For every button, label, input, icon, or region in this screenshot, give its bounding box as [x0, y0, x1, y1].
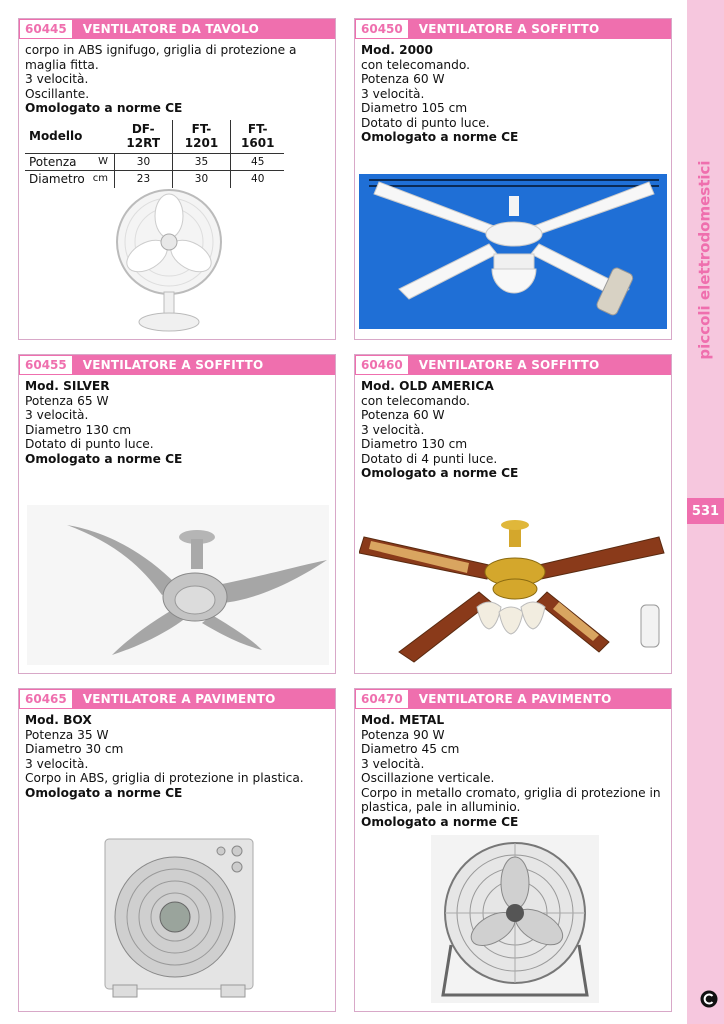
product-code: 60450: [355, 19, 409, 39]
table-header: FT-1201: [172, 120, 230, 154]
desc-line: 3 velocità.: [361, 422, 425, 437]
card-header: [19, 19, 335, 39]
product-title: VENTILATORE A SOFFITTO: [82, 358, 264, 372]
product-card-60455: [18, 354, 336, 674]
metal-floor-fan-image: [431, 835, 599, 1003]
card-header: [355, 19, 671, 39]
ceiling-fan-wood-image: [359, 517, 667, 667]
desc-line: Oscillazione verticale.: [361, 771, 495, 785]
desc-line: 3 velocità.: [25, 408, 89, 422]
desc-line: con telecomando.: [361, 57, 470, 72]
table-header: FT-1601: [230, 120, 284, 154]
desc-line: Diametro 45 cm: [361, 742, 460, 756]
ce-certification: Omologato a norme CE: [361, 466, 519, 480]
model-name: Mod. SILVER: [25, 379, 110, 393]
row-label: Potenza: [25, 153, 89, 171]
desc-line: Potenza 35 W: [25, 727, 109, 742]
brand-logo-icon: [700, 990, 718, 1008]
desc-line: 3 velocità.: [361, 86, 425, 101]
table-header-model: Modello: [25, 120, 114, 154]
row-label: Diametro: [29, 172, 85, 186]
product-card-60450: [354, 18, 672, 340]
product-title: VENTILATORE A PAVIMENTO: [82, 692, 276, 706]
ce-certification: Omologato a norme CE: [25, 101, 183, 115]
row-unit: W: [89, 153, 115, 171]
desc-line: con telecomando.: [361, 393, 470, 408]
product-card-60465: [18, 688, 336, 1012]
model-name: Mod. METAL: [361, 713, 445, 727]
ce-certification: Omologato a norme CE: [361, 814, 519, 829]
table-cell: 30: [114, 153, 172, 171]
product-code: 60470: [355, 689, 409, 709]
card-header: [355, 689, 671, 709]
product-card-60460: [354, 354, 672, 674]
desc-line: Potenza 60 W: [361, 408, 445, 422]
product-code: 60455: [19, 355, 73, 375]
model-name: Mod. 2000: [361, 43, 434, 57]
row-unit: cm: [92, 173, 108, 184]
box-fan-image: [103, 835, 255, 1000]
table-cell: 45: [230, 153, 284, 171]
product-title: VENTILATORE A SOFFITTO: [418, 358, 600, 372]
card-header: [19, 689, 335, 709]
page-number: 531: [687, 498, 724, 524]
table-header: DF-12RT: [114, 120, 172, 154]
product-description: [25, 713, 329, 800]
model-name: Mod. BOX: [25, 713, 92, 727]
product-description: [361, 43, 665, 145]
desc-line: Diametro 130 cm: [361, 437, 468, 451]
product-card-60470: [354, 688, 672, 1012]
desc-line: Corpo in metallo cromato, griglia di protezione in plastica, pale in alluminio.: [361, 785, 661, 814]
table-cell: 23: [114, 171, 172, 188]
desc-line: Dotato di punto luce.: [361, 115, 490, 130]
card-header: [19, 355, 335, 375]
product-title: VENTILATORE A SOFFITTO: [418, 22, 600, 36]
ce-certification: Omologato a norme CE: [25, 785, 183, 800]
card-header: [355, 355, 671, 375]
product-code: 60460: [355, 355, 409, 375]
desc-line: Dotato di punto luce.: [25, 437, 154, 451]
desc-line: Oscillante.: [25, 86, 90, 101]
ceiling-fan-silver-image: [27, 505, 329, 665]
product-title: VENTILATORE A PAVIMENTO: [418, 692, 612, 706]
table-fan-image: [114, 184, 224, 334]
table-cell: 30: [172, 171, 230, 188]
desc-line: 3 velocità.: [25, 756, 89, 771]
desc-line: Potenza 65 W: [25, 393, 109, 408]
table-row: [25, 153, 284, 171]
desc-line: Potenza 90 W: [361, 727, 445, 742]
product-code: 60465: [19, 689, 73, 709]
product-code: 60445: [19, 19, 73, 39]
table-cell: 35: [172, 153, 230, 171]
table-cell: 40: [230, 171, 284, 188]
product-description: [25, 379, 329, 466]
desc-line: 3 velocità.: [25, 72, 89, 86]
ce-certification: Omologato a norme CE: [361, 130, 519, 144]
desc-line: Potenza 60 W: [361, 72, 445, 86]
desc-line: Corpo in ABS, griglia di protezione in plastica.: [25, 771, 304, 785]
desc-line: Dotato di 4 punti luce.: [361, 451, 498, 466]
product-description: [361, 379, 665, 481]
ce-certification: Omologato a norme CE: [25, 451, 183, 466]
product-title: VENTILATORE DA TAVOLO: [82, 22, 259, 36]
section-label-text: piccoli elettrodomestici: [696, 160, 714, 360]
desc-line: Diametro 30 cm: [25, 742, 124, 756]
product-description: [361, 713, 665, 829]
product-description: [25, 43, 329, 188]
desc-line: Diametro 105 cm: [361, 101, 468, 115]
model-name: Mod. OLD AMERICA: [361, 379, 494, 393]
desc-line: corpo in ABS ignifugo, griglia di protezione a maglia fitta.: [25, 43, 297, 72]
product-card-60445: [18, 18, 336, 340]
desc-line: Diametro 130 cm: [25, 422, 132, 437]
ceiling-fan-white-image: [359, 174, 667, 329]
section-label: [690, 160, 720, 360]
desc-line: 3 velocità.: [361, 756, 425, 771]
spec-table: [25, 120, 284, 188]
